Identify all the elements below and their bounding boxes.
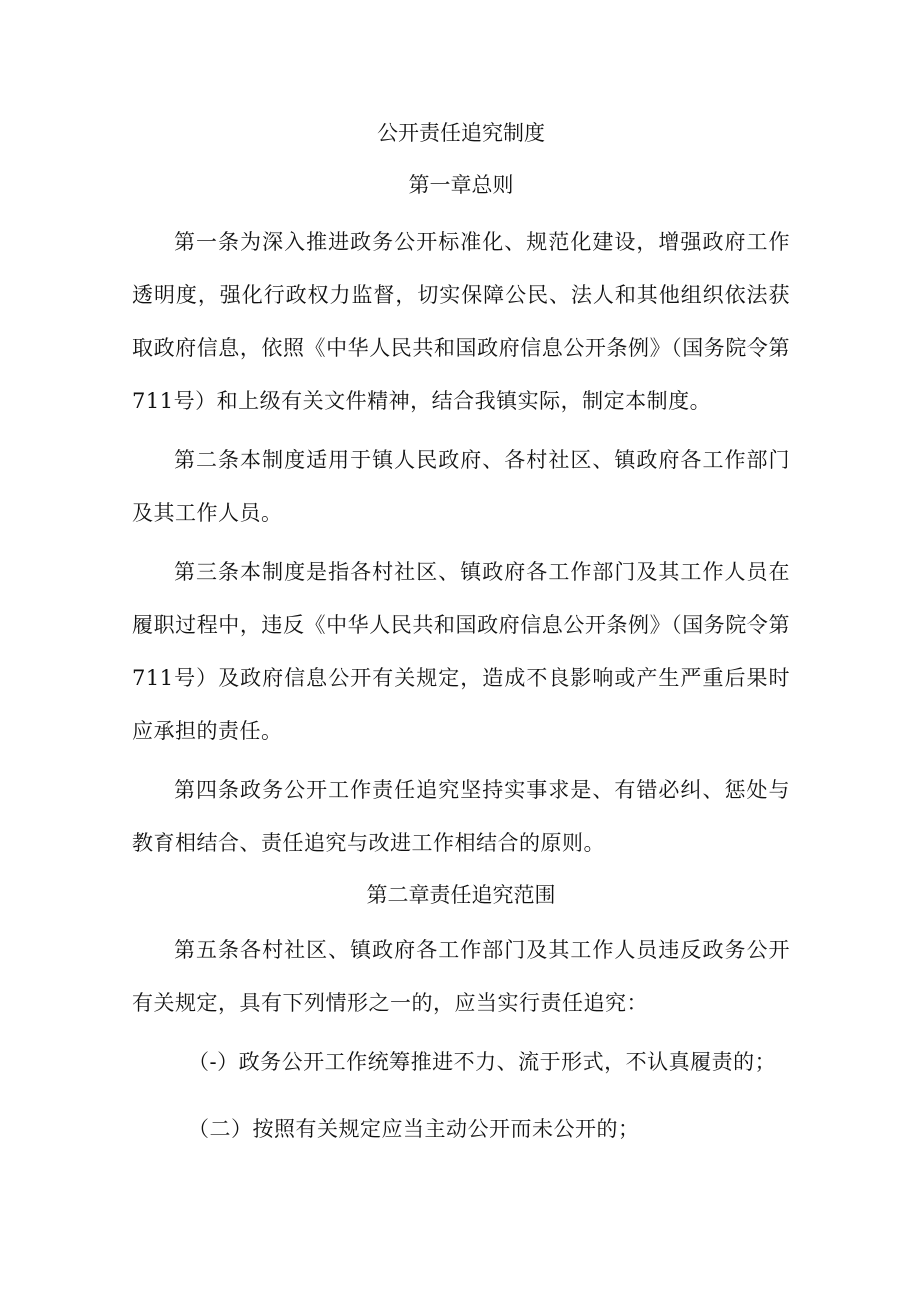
article-4: 第四条政务公开工作责任追究坚持实事求是、有错必纠、惩处与教育相结合、责任追究与改进工作相结合的原则。 <box>132 778 790 855</box>
chapter-2-heading: 第二章责任追究范围 <box>366 883 556 907</box>
chapter-1-heading: 第一章总则 <box>408 173 514 197</box>
document-body <box>132 114 790 1170</box>
list-item-2: （二）按照有关规定应当主动公开而未公开的； <box>188 1117 640 1141</box>
article-3: 第三条本制度是指各村社区、镇政府各工作部门及其工作人员在履职过程中，违反《中华人民共和国政府信息公开条例》（国务院令第711号）及政府信息公开有关规定，造成不良影响或产生严重后果时应承担的责任。 <box>132 560 790 743</box>
article-5: 第五条各村社区、镇政府各工作部门及其工作人员违反政务公开有关规定，具有下列情形之一的，应当实行责任追究： <box>132 938 790 1015</box>
article-2: 第二条本制度适用于镇人民政府、各村社区、镇政府各工作部门及其工作人员。 <box>132 448 790 525</box>
document-title: 公开责任追究制度 <box>377 121 545 145</box>
article-1: 第一条为深入推进政务公开标准化、规范化建设，增强政府工作透明度，强化行政权力监督，切实保障公民、法人和其他组织依法获取政府信息，依照《中华人民共和国政府信息公开条例》（国务院令第711号）和上级有关文件精神，结合我镇实际，制定本制度。 <box>132 230 790 413</box>
list-item-1: （-）政务公开工作统筹推进不力、流于形式，不认真履责的； <box>188 1050 777 1074</box>
